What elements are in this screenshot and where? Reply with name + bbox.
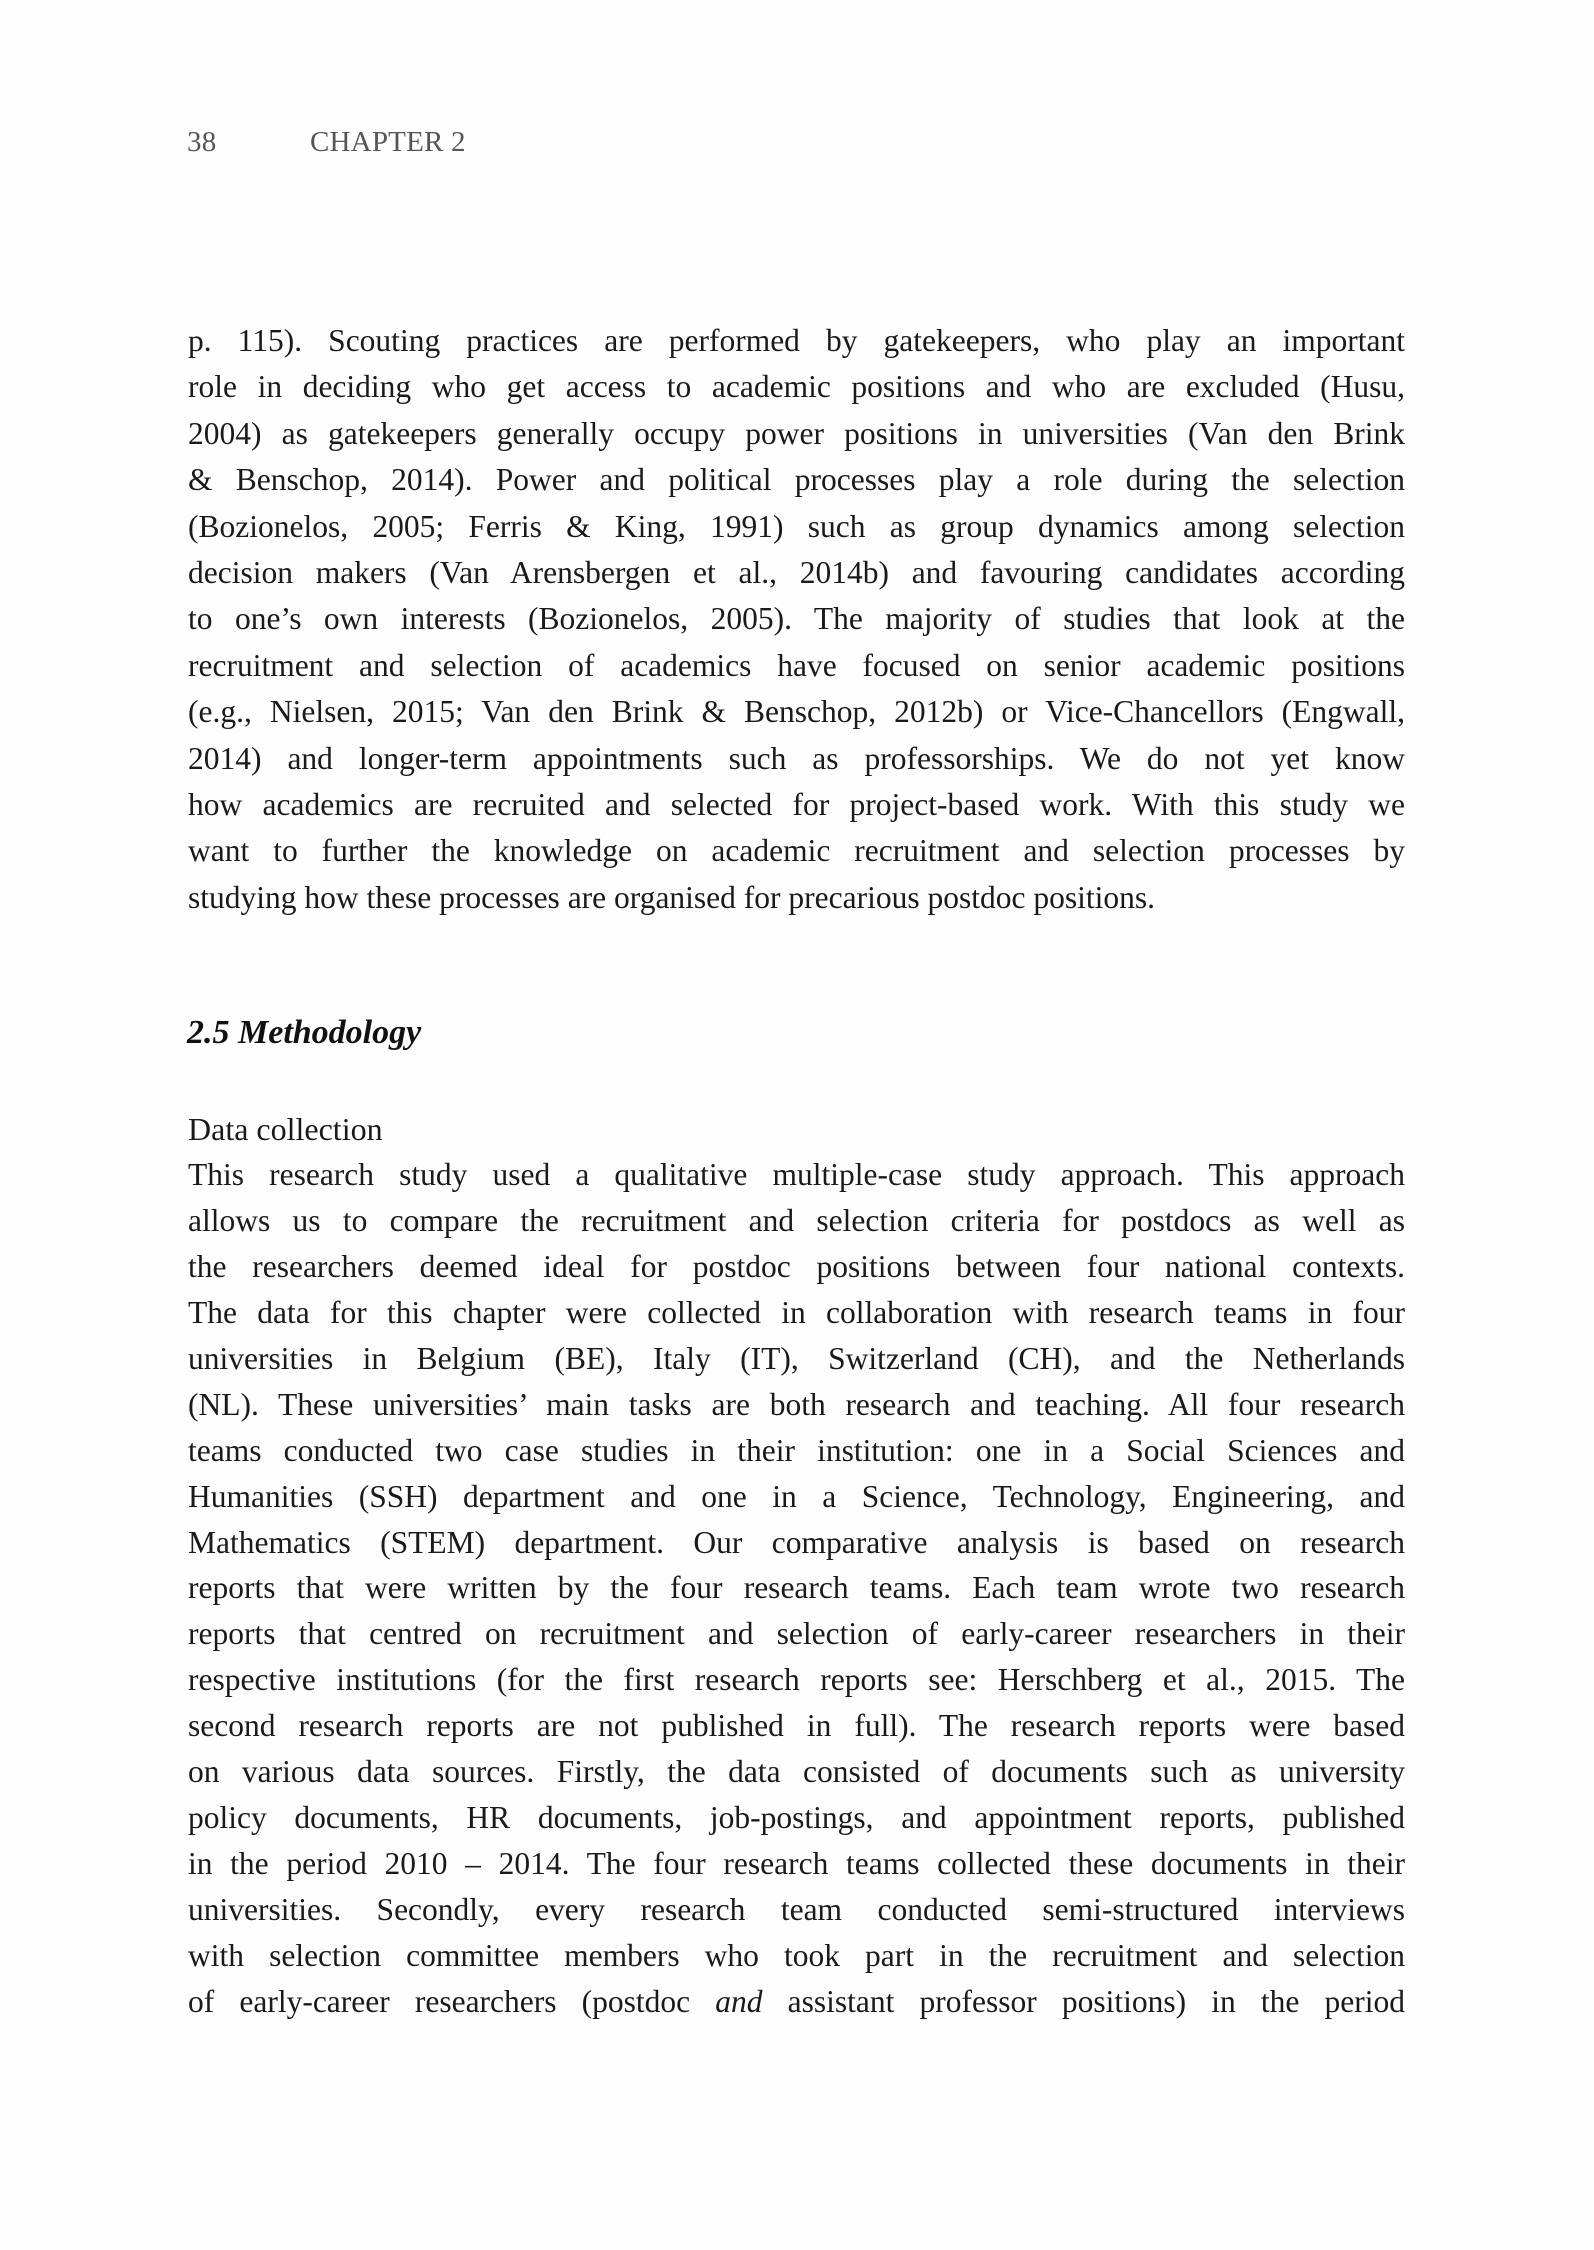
text-line: decision makers (Van Arensbergen et al., 2014b) and favouring candidates according: [188, 554, 1405, 590]
subsection-heading: Data collection: [188, 1111, 383, 1147]
text-line: universities in Belgium (BE), Italy (IT), Switzerland (CH), and the Netherlands: [188, 1340, 1405, 1376]
text-line: respective institutions (for the first research reports see: Herschberg et al., 2015. The: [188, 1662, 1405, 1698]
section-heading: 2.5 Methodology: [187, 1014, 422, 1051]
text-line: recruitment and selection of academics have focused on senior academic positions: [188, 647, 1405, 683]
text-line: reports that centred on recruitment and selection of early-career researchers in their: [188, 1616, 1405, 1652]
text-run: assistant professor positions) in the period: [762, 1983, 1405, 2019]
paragraph-data-collection: [188, 1152, 1405, 2025]
text-line: on various data sources. Firstly, the data consisted of documents such as university: [188, 1754, 1405, 1790]
text-line: This research study used a qualitative multiple-case study approach. This approach: [188, 1157, 1405, 1192]
text-line: teams conducted two case studies in their institution: one in a Social Sciences and: [188, 1432, 1405, 1468]
text-line: (e.g., Nielsen, 2015; Van den Brink & Benschop, 2012b) or Vice-Chancellors (Engwall,: [188, 694, 1405, 730]
text-line: role in deciding who get access to academic positions and who are excluded (Husu,: [188, 369, 1405, 405]
text-line: want to further the knowledge on academic recruitment and selection processes by: [188, 833, 1405, 869]
emphasis-text: and: [715, 1983, 763, 2019]
text-line: in the period 2010 – 2014. The four research teams collected these documents in their: [188, 1846, 1405, 1882]
text-run: of early-career researchers (postdoc: [188, 1983, 716, 2019]
text-line: p. 115). Scouting practices are performed by gatekeepers, who play an important: [188, 323, 1405, 358]
text-line: (NL). These universities’ main tasks are both research and teaching. All four research: [188, 1386, 1405, 1422]
text-line: the researchers deemed ideal for postdoc positions between four national contexts.: [188, 1248, 1405, 1284]
text-line: allows us to compare the recruitment and selection criteria for postdocs as well as: [188, 1202, 1405, 1238]
text-line: with selection committee members who took part in the recruitment and selection: [188, 1937, 1405, 1973]
page-number: 38: [187, 126, 217, 158]
text-line: 2004) as gatekeepers generally occupy power positions in universities (Van den Brink: [188, 415, 1405, 451]
text-line-last: [188, 1979, 1405, 2025]
text-line: how academics are recruited and selected for project-based work. With this study we: [188, 786, 1405, 822]
text-line: The data for this chapter were collected in collaboration with research teams in four: [188, 1294, 1405, 1330]
text-line: Humanities (SSH) department and one in a Science, Technology, Engineering, and: [188, 1478, 1405, 1514]
text-line: to one’s own interests (Bozionelos, 2005). The majority of studies that look at the: [188, 601, 1405, 637]
text-line: universities. Secondly, every research team conducted semi-structured interviews: [188, 1892, 1405, 1927]
text-line: reports that were written by the four research teams. Each team wrote two research: [188, 1570, 1405, 1606]
paragraph-literature: [188, 318, 1405, 921]
text-line: policy documents, HR documents, job-postings, and appointment reports, published: [188, 1800, 1405, 1836]
text-line: & Benschop, 2014). Power and political processes play a role during the selection: [188, 462, 1405, 498]
chapter-label: CHAPTER 2: [310, 126, 466, 158]
text-line: (Bozionelos, 2005; Ferris & King, 1991) such as group dynamics among selection: [188, 508, 1405, 544]
text-line: 2014) and longer-term appointments such as professorships. We do not yet know: [188, 740, 1405, 776]
text-line: studying how these processes are organised for precarious postdoc positions.: [188, 879, 1155, 915]
text-line: Mathematics (STEM) department. Our comparative analysis is based on research: [188, 1524, 1405, 1560]
text-line: second research reports are not published in full). The research reports were based: [188, 1708, 1405, 1744]
